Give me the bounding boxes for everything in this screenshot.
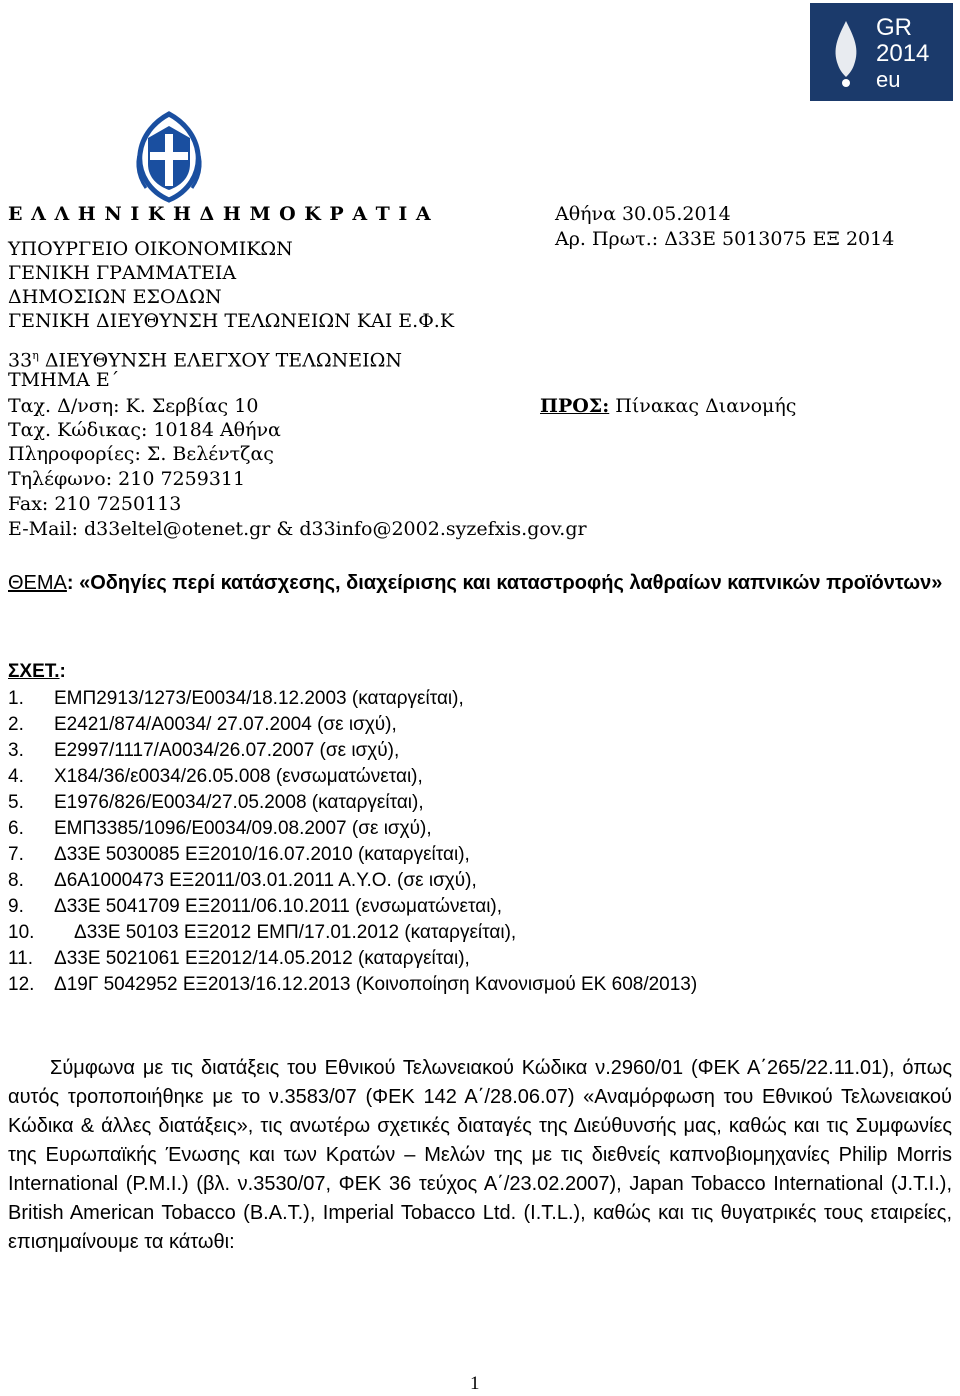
list-item: 3. Ε2997/1117/Α0034/26.07.2007 (σε ισχύ), xyxy=(8,740,400,761)
references-label: ΣΧΕΤ. xyxy=(8,661,60,682)
list-item: 2. Ε2421/874/Α0034/ 27.07.2004 (σε ισχύ), xyxy=(8,714,397,735)
body-paragraph: Σύμφωνα με τις διατάξεις του Εθνικού Τελωνειακού Κώδικα ν.2960/01 (ΦΕΚ Α΄265/22.11.01), όπως αυτός τροποποιήθηκε με το ν.3583/07 (ΦΕΚ 142 Α΄/28.06.07) «Αναμόρφωση του Εθνικού Τελωνειακού Κώδικα & άλλες διατάξεις», τις ανωτέρω σχετικές διαταγές της Διεύθυνσής μας, καθώς και τις Συμφωνίες της Ευρωπαϊκής Ένωσης και των Κρατών – Μελών της με τις διεθνείς καπνοβιομηχανίες Philip Morris International (P.M.I.) (βλ. ν.3530/07, ΦΕΚ 36 τεύχος Α΄/23.02.2007), Japan Tobacco International (J.T.I.), British American Tobacco (B.A.T.), Imperial Tobacco Ltd. (I.T.L.), καθώς και τις θυγατρικές τους εταιρείες, επισημαίνουμε τα κάτωθι: xyxy=(8,1057,952,1253)
republic-heading: Ε Λ Λ Η Ν Ι Κ Η Δ Η Μ Ο Κ Ρ Α Τ Ι Α xyxy=(8,203,432,225)
fax: Fax: 210 7250113 xyxy=(8,493,182,515)
logo-text-gr: GR xyxy=(876,14,912,41)
directorate-name: ΔΙΕΥΘΥΝΣΗ ΕΛΕΓΧΟΥ ΤΕΛΩΝΕΙΩΝ xyxy=(44,349,402,372)
general-directorate: ΓΕΝΙΚΗ ΔΙΕΥΘΥΝΣΗ ΤΕΛΩΝΕΙΩΝ ΚΑΙ Ε.Φ.Κ xyxy=(8,310,455,332)
ministry-name: ΥΠΟΥΡΓΕΙΟ ΟΙΚΟΝΟΜΙΚΩΝ xyxy=(8,238,293,260)
flame-emblem-icon xyxy=(824,17,868,89)
list-item: 6. ΕΜΠ3385/1096/Ε0034/09.08.2007 (σε ισχύ), xyxy=(8,818,432,839)
subject-label: ΘΕΜΑ xyxy=(8,572,67,594)
directorate-superscript: η xyxy=(32,349,39,362)
subject xyxy=(8,569,952,598)
list-item: 8. Δ6Α1000473 ΕΞ2011/03.01.2011 Α.Υ.Ο. (σε ισχύ), xyxy=(8,870,477,891)
list-item: 9. Δ33Ε 5041709 ΕΞ2011/06.10.2011 (ενσωματώνεται), xyxy=(8,896,503,917)
logo-text-eu: eu xyxy=(876,67,901,92)
list-item: 4. Χ184/36/ε0034/26.05.008 (ενσωματώνεται), xyxy=(8,766,423,787)
list-item: 12. Δ19Γ 5042952 ΕΞ2013/16.12.2013 (Κοινοποίηση Κανονισμού ΕΚ 608/2013) xyxy=(8,974,698,995)
subject-text: : «Οδηγίες περί κατάσχεσης, διαχείρισης και καταστροφής λαθραίων καπνικών προϊόντων» xyxy=(66,572,943,594)
phone: Τηλέφωνο: 210 7259311 xyxy=(8,468,246,490)
references-heading xyxy=(8,660,66,684)
recipient-line xyxy=(540,394,796,418)
public-revenue: ΔΗΜΟΣΙΩΝ ΕΣΟΔΩΝ xyxy=(8,286,222,308)
postcode: Ταχ. Κώδικας: 10184 Αθήνα xyxy=(8,419,281,441)
document-date: Αθήνα 30.05.2014 xyxy=(555,203,731,225)
email[interactable]: E-Mail: d33eltel@otenet.gr & d33info@2002.syzefxis.gov.gr xyxy=(8,518,587,540)
references-colon: : xyxy=(59,661,66,682)
list-item: 11. Δ33Ε 5021061 ΕΞ2012/14.05.2012 (καταργείται), xyxy=(8,948,470,969)
general-secretariat: ΓΕΝΙΚΗ ΓΡΑΜΜΑΤΕΙΑ xyxy=(8,262,237,284)
info-contact: Πληροφορίες: Σ. Βελέντζας xyxy=(8,443,274,465)
greek-coat-of-arms-icon xyxy=(128,108,210,206)
gr2014-eu-logo xyxy=(810,3,953,101)
department: ΤΜΗΜΑ Ε΄ xyxy=(8,369,120,391)
protocol-number: Αρ. Πρωτ.: Δ33Ε 5013075 ΕΞ 2014 xyxy=(555,228,895,250)
list-item: 7. Δ33Ε 5030085 ΕΞ2010/16.07.2010 (καταργείται), xyxy=(8,844,470,865)
directorate-number: 33 xyxy=(8,349,33,372)
list-item: 5. Ε1976/826/Ε0034/27.05.2008 (καταργείται), xyxy=(8,792,424,813)
page-number: 1 xyxy=(470,1373,480,1394)
list-item: 10. Δ33Ε 50103 ΕΞ2012 ΕΜΠ/17.01.2012 (καταργείται), xyxy=(8,922,517,943)
address: Ταχ. Δ/νση: Κ. Σερβίας 10 xyxy=(8,395,259,417)
recipient-label: ΠΡΟΣ: xyxy=(540,395,610,417)
list-item: 1. ΕΜΠ2913/1273/Ε0034/18.12.2003 (καταργείται), xyxy=(8,688,464,709)
logo-text-year: 2014 xyxy=(876,40,930,67)
recipient-value: Πίνακας Διανομής xyxy=(615,395,797,417)
